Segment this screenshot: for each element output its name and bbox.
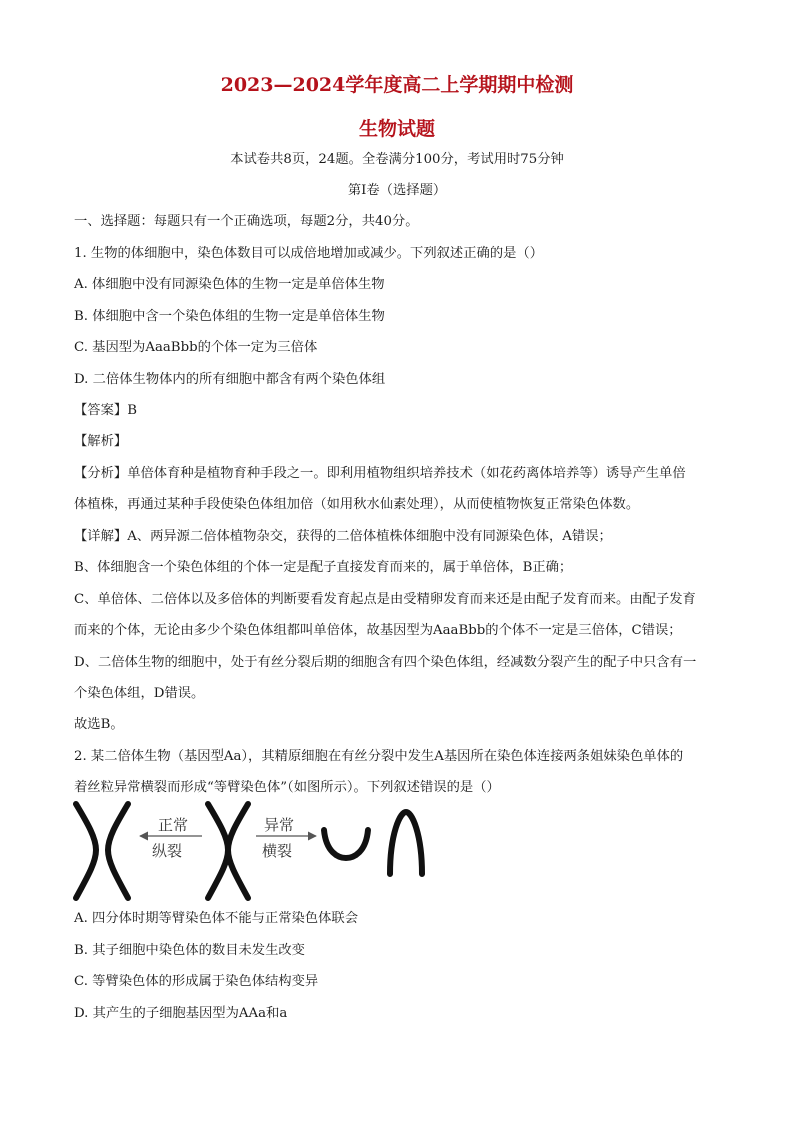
abnormal-label-1: 异常: [264, 816, 295, 834]
question-2-option-d: D. 其产生的子细胞基因型为AAa和a: [74, 1006, 288, 1021]
detail-b-text: B、体细胞含一个染色体组的个体一定是配子直接发育而来的，属于单倍体，B正确；: [74, 560, 573, 575]
question-1-stem: 1. 生物的体细胞中，染色体数目可以成倍地增加或减少。下列叙述正确的是（）: [74, 246, 544, 261]
detail-label: 【详解】: [74, 529, 128, 544]
volume-heading: 第Ⅰ卷（选择题）: [347, 183, 447, 198]
question-2-option-b: B. 其子细胞中染色体的数目未发生改变: [74, 943, 305, 958]
isochromosomes: [324, 812, 422, 874]
answer-value: B: [127, 403, 137, 418]
answer-line: [74, 401, 724, 421]
question-1-option-b: B. 体细胞中含一个染色体组的生物一定是单倍体生物: [74, 309, 385, 324]
detail-c-text-1: C、单倍体、二倍体以及多倍体的判断要看发育起点是由受精卵发育而来还是由配子发育而来。由配子发育: [74, 592, 696, 607]
question-2-option-a: A. 四分体时期等臂染色体不能与正常染色体联会: [74, 911, 358, 926]
detail-line-a: [74, 527, 724, 547]
abnormal-split-arrow: [256, 816, 316, 860]
question-1-option-c: C. 基因型为AaaBbb的个体一定为三倍体: [74, 340, 318, 355]
detail-d-text-2: 个染色体组，D错误。: [74, 686, 205, 701]
abnormal-label-2: 横裂: [262, 842, 293, 860]
chromosome-figure: [66, 800, 426, 904]
detail-a-text: A、两异源二倍体植物杂交，获得的二倍体植株体细胞中没有同源染色体，A错误；: [127, 529, 612, 544]
fenxi-line-1: [74, 464, 724, 484]
fenxi-text-2: 体植株，再通过某种手段使染色体组加倍（如用秋水仙素处理），从而使植物恢复正常染色体数。: [74, 497, 640, 512]
fenxi-label: 【分析】: [74, 466, 128, 481]
original-chromosome: [208, 804, 248, 898]
conclusion-text: 故选B。: [74, 717, 124, 732]
separated-chromatids: [76, 804, 128, 898]
normal-label-2: 纵裂: [152, 842, 183, 860]
question-2-stem-2: 着丝粒异常横裂而形成“等臂染色体”（如图所示）。下列叙述错误的是（）: [74, 780, 500, 795]
question-2-option-c: C. 等臂染色体的形成属于染色体结构变异: [74, 974, 319, 989]
exam-title: 2023—2024学年度高二上学期期中检测: [220, 74, 574, 96]
normal-split-arrow: [140, 816, 202, 860]
question-1-option-a: A. 体细胞中没有同源染色体的生物一定是单倍体生物: [74, 277, 385, 292]
detail-d-text-1: D、二倍体生物的细胞中，处于有丝分裂后期的细胞含有四个染色体组，经减数分裂产生的配子中只含有一: [74, 655, 697, 670]
question-2-stem-1: 2. 某二倍体生物（基因型Aa），其精原细胞在有丝分裂中发生A基因所在染色体连接两条姐妹染色单体的: [74, 749, 684, 764]
answer-label: 【答案】: [74, 403, 128, 418]
section-heading: 一、选择题：每题只有一个正确选项，每题2分，共40分。: [74, 214, 419, 229]
normal-label-1: 正常: [158, 816, 189, 834]
exam-info: 本试卷共8页，24题。全卷满分100分，考试用时75分钟: [230, 152, 564, 167]
analysis-label: 【解析】: [74, 434, 128, 449]
fenxi-text-1: 单倍体育种是植物育种手段之一。即利用植物组织培养技术（如花药离体培养等）诱导产生单倍: [127, 466, 686, 481]
question-1-option-d: D. 二倍体生物体内的所有细胞中都含有两个染色体组: [74, 372, 386, 387]
detail-c-text-2: 而来的个体，无论由多少个染色体组都叫单倍体，故基因型为AaaBbb的个体不一定是三倍体，C错误；: [74, 623, 682, 638]
exam-subtitle: 生物试题: [358, 118, 435, 140]
